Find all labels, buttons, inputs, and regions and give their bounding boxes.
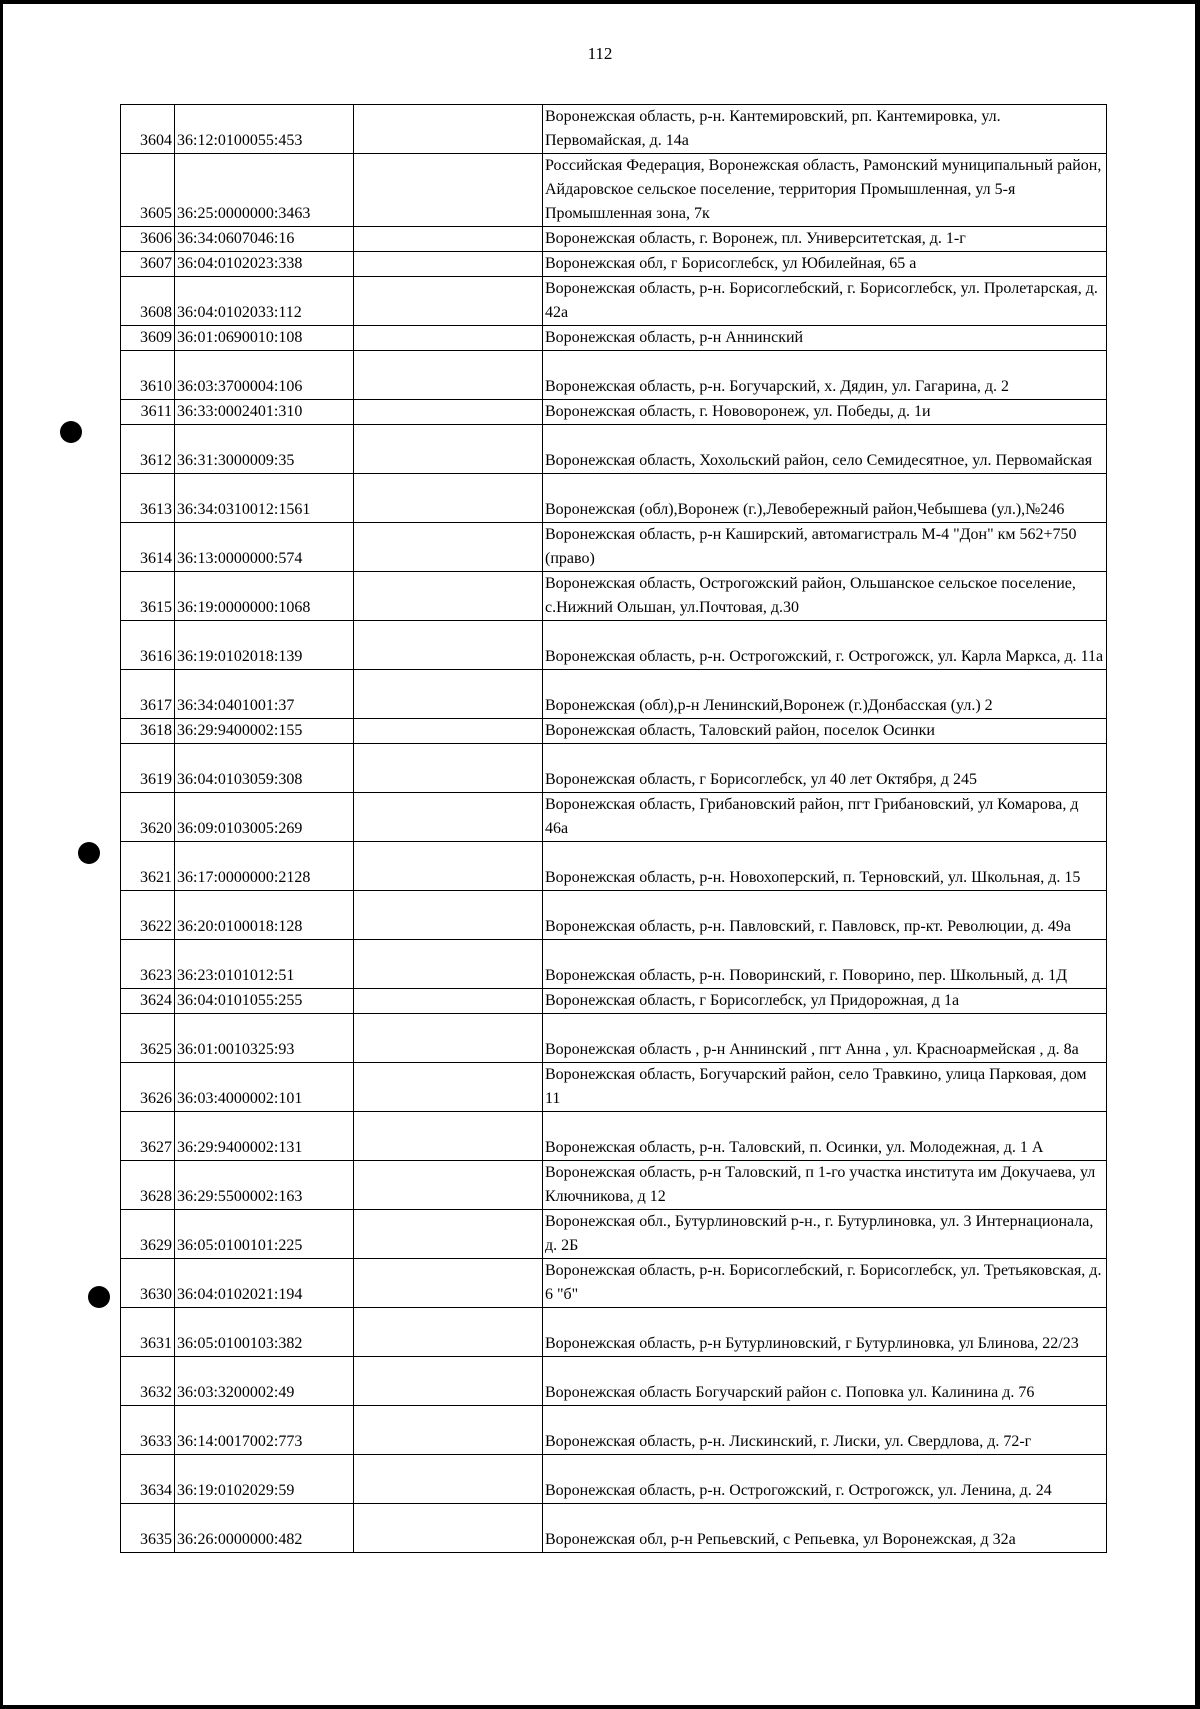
empty-cell <box>354 1308 543 1357</box>
empty-cell <box>354 793 543 842</box>
row-number-cell: 3608 <box>121 277 175 326</box>
table-row <box>121 744 1107 793</box>
empty-cell <box>354 744 543 793</box>
table-row <box>121 1259 1107 1308</box>
table-row <box>121 326 1107 351</box>
row-number-cell: 3627 <box>121 1112 175 1161</box>
cadastral-number-cell: 36:34:0310012:1561 <box>175 474 354 523</box>
empty-cell <box>354 1406 543 1455</box>
row-number-cell: 3622 <box>121 891 175 940</box>
table-row <box>121 277 1107 326</box>
address-cell: Воронежская область, Грибановский район, пгт Грибановский, ул Комарова, д 46а <box>543 793 1107 842</box>
address-cell: Воронежская область , р-н Аннинский , пгт Анна , ул. Красноармейская , д. 8а <box>543 1014 1107 1063</box>
empty-cell <box>354 474 543 523</box>
address-cell: Воронежская область, р-н. Борисоглебский, г. Борисоглебск, ул. Третьяковская, д. 6 "б" <box>543 1259 1107 1308</box>
address-cell: Воронежская область, Богучарский район, село Травкино, улица Парковая, дом 11 <box>543 1063 1107 1112</box>
empty-cell <box>354 572 543 621</box>
address-cell: Воронежская обл., Бутурлиновский р-н., г. Бутурлиновка, ул. 3 Интернационала, д. 2Б <box>543 1210 1107 1259</box>
table-row <box>121 572 1107 621</box>
table-row <box>121 989 1107 1014</box>
cadastral-number-cell: 36:04:0101055:255 <box>175 989 354 1014</box>
address-cell: Воронежская область, р-н. Таловский, п. Осинки, ул. Молодежная, д. 1 А <box>543 1112 1107 1161</box>
address-cell: Воронежская область, р-н. Поворинский, г. Поворино, пер. Школьный, д. 1Д <box>543 940 1107 989</box>
cadastral-number-cell: 36:14:0017002:773 <box>175 1406 354 1455</box>
row-number-cell: 3628 <box>121 1161 175 1210</box>
empty-cell <box>354 1504 543 1553</box>
table-row <box>121 621 1107 670</box>
registry-table <box>120 104 1107 1553</box>
row-number-cell: 3621 <box>121 842 175 891</box>
cadastral-number-cell: 36:04:0103059:308 <box>175 744 354 793</box>
address-cell: Воронежская область, Хохольский район, село Семидесятное, ул. Первомайская <box>543 425 1107 474</box>
address-cell: Воронежская область, р-н. Кантемировский, рп. Кантемировка, ул. Первомайская, д. 14а <box>543 105 1107 154</box>
cadastral-number-cell: 36:34:0401001:37 <box>175 670 354 719</box>
table-row <box>121 1406 1107 1455</box>
empty-cell <box>354 719 543 744</box>
cadastral-number-cell: 36:19:0102029:59 <box>175 1455 354 1504</box>
row-number-cell: 3632 <box>121 1357 175 1406</box>
cadastral-number-cell: 36:19:0000000:1068 <box>175 572 354 621</box>
empty-cell <box>354 842 543 891</box>
table-row <box>121 227 1107 252</box>
cadastral-number-cell: 36:05:0100101:225 <box>175 1210 354 1259</box>
punch-hole <box>78 842 100 864</box>
table-row <box>121 474 1107 523</box>
table-row <box>121 105 1107 154</box>
address-cell: Воронежская область, р-н Каширский, автомагистраль М-4 "Дон" км 562+750 (право) <box>543 523 1107 572</box>
row-number-cell: 3623 <box>121 940 175 989</box>
cadastral-number-cell: 36:19:0102018:139 <box>175 621 354 670</box>
row-number-cell: 3614 <box>121 523 175 572</box>
address-cell: Воронежская область Богучарский район с. Поповка ул. Калинина д. 76 <box>543 1357 1107 1406</box>
row-number-cell: 3634 <box>121 1455 175 1504</box>
table-row <box>121 425 1107 474</box>
address-cell: Воронежская область, р-н Бутурлиновский, г Бутурлиновка, ул Блинова, 22/23 <box>543 1308 1107 1357</box>
empty-cell <box>354 1014 543 1063</box>
address-cell: Российская Федерация, Воронежская область, Рамонский муниципальный район, Айдаровское сельское поселение, территория Промышленная, ул 5-я Промышленная зона, 7к <box>543 154 1107 227</box>
row-number-cell: 3633 <box>121 1406 175 1455</box>
row-number-cell: 3630 <box>121 1259 175 1308</box>
table-row <box>121 1504 1107 1553</box>
table-row <box>121 891 1107 940</box>
address-cell: Воронежская обл, г Борисоглебск, ул Юбилейная, 65 а <box>543 252 1107 277</box>
empty-cell <box>354 989 543 1014</box>
table-row <box>121 793 1107 842</box>
row-number-cell: 3620 <box>121 793 175 842</box>
cadastral-number-cell: 36:29:9400002:131 <box>175 1112 354 1161</box>
table-row <box>121 523 1107 572</box>
row-number-cell: 3629 <box>121 1210 175 1259</box>
row-number-cell: 3615 <box>121 572 175 621</box>
table-row <box>121 1014 1107 1063</box>
address-cell: Воронежская область, р-н. Павловский, г. Павловск, пр-кт. Революции, д. 49а <box>543 891 1107 940</box>
cadastral-number-cell: 36:34:0607046:16 <box>175 227 354 252</box>
address-cell: Воронежская область, Таловский район, поселок Осинки <box>543 719 1107 744</box>
row-number-cell: 3604 <box>121 105 175 154</box>
row-number-cell: 3606 <box>121 227 175 252</box>
cadastral-number-cell: 36:01:0690010:108 <box>175 326 354 351</box>
cadastral-number-cell: 36:04:0102033:112 <box>175 277 354 326</box>
cadastral-number-cell: 36:04:0102021:194 <box>175 1259 354 1308</box>
empty-cell <box>354 1112 543 1161</box>
address-cell: Воронежская область, г Борисоглебск, ул 40 лет Октября, д 245 <box>543 744 1107 793</box>
table-row <box>121 842 1107 891</box>
row-number-cell: 3617 <box>121 670 175 719</box>
table-row <box>121 1210 1107 1259</box>
table-row <box>121 1455 1107 1504</box>
row-number-cell: 3607 <box>121 252 175 277</box>
address-cell: Воронежская область, г. Нововоронеж, ул. Победы, д. 1и <box>543 400 1107 425</box>
empty-cell <box>354 891 543 940</box>
cadastral-number-cell: 36:03:4000002:101 <box>175 1063 354 1112</box>
row-number-cell: 3605 <box>121 154 175 227</box>
cadastral-number-cell: 36:17:0000000:2128 <box>175 842 354 891</box>
row-number-cell: 3609 <box>121 326 175 351</box>
row-number-cell: 3612 <box>121 425 175 474</box>
table-row <box>121 1063 1107 1112</box>
address-cell: Воронежская область, г Борисоглебск, ул Придорожная, д 1а <box>543 989 1107 1014</box>
table-row <box>121 351 1107 400</box>
address-cell: Воронежская область, р-н. Новохоперский, п. Терновский, ул. Школьная, д. 15 <box>543 842 1107 891</box>
row-number-cell: 3618 <box>121 719 175 744</box>
empty-cell <box>354 277 543 326</box>
empty-cell <box>354 1455 543 1504</box>
empty-cell <box>354 523 543 572</box>
table-row <box>121 1112 1107 1161</box>
empty-cell <box>354 105 543 154</box>
empty-cell <box>354 940 543 989</box>
address-cell: Воронежская область, р-н Аннинский <box>543 326 1107 351</box>
row-number-cell: 3626 <box>121 1063 175 1112</box>
empty-cell <box>354 326 543 351</box>
address-cell: Воронежская область, р-н. Острогожский, г. Острогожск, ул. Ленина, д. 24 <box>543 1455 1107 1504</box>
cadastral-number-cell: 36:01:0010325:93 <box>175 1014 354 1063</box>
empty-cell <box>354 1161 543 1210</box>
empty-cell <box>354 425 543 474</box>
cadastral-number-cell: 36:13:0000000:574 <box>175 523 354 572</box>
address-cell: Воронежская область, р-н. Борисоглебский, г. Борисоглебск, ул. Пролетарская, д. 42а <box>543 277 1107 326</box>
cadastral-number-cell: 36:03:3700004:106 <box>175 351 354 400</box>
cadastral-number-cell: 36:03:3200002:49 <box>175 1357 354 1406</box>
row-number-cell: 3631 <box>121 1308 175 1357</box>
cadastral-number-cell: 36:04:0102023:338 <box>175 252 354 277</box>
row-number-cell: 3625 <box>121 1014 175 1063</box>
cadastral-number-cell: 36:20:0100018:128 <box>175 891 354 940</box>
table-row <box>121 670 1107 719</box>
empty-cell <box>354 670 543 719</box>
punch-hole <box>88 1286 110 1308</box>
empty-cell <box>354 1210 543 1259</box>
page-number: 112 <box>587 44 613 63</box>
row-number-cell: 3616 <box>121 621 175 670</box>
address-cell: Воронежская область, р-н Таловский, п 1-го участка института им Докучаева, ул Ключникова, д 12 <box>543 1161 1107 1210</box>
cadastral-number-cell: 36:26:0000000:482 <box>175 1504 354 1553</box>
address-cell: Воронежская область, Острогожский район, Ольшанское сельское поселение, с.Нижний Ольшан, ул.Почтовая, д.30 <box>543 572 1107 621</box>
row-number-cell: 3611 <box>121 400 175 425</box>
address-cell: Воронежская область, г. Воронеж, пл. Университетская, д. 1-г <box>543 227 1107 252</box>
table-row <box>121 252 1107 277</box>
empty-cell <box>354 227 543 252</box>
empty-cell <box>354 1357 543 1406</box>
table-row <box>121 154 1107 227</box>
cadastral-number-cell: 36:25:0000000:3463 <box>175 154 354 227</box>
address-cell: Воронежская область, р-н. Лискинский, г. Лиски, ул. Свердлова, д. 72-г <box>543 1406 1107 1455</box>
address-cell: Воронежская обл, р-н Репьевский, с Репьевка, ул Воронежская, д 32а <box>543 1504 1107 1553</box>
empty-cell <box>354 252 543 277</box>
punch-hole <box>60 421 82 443</box>
address-cell: Воронежская область, р-н. Богучарский, х. Дядин, ул. Гагарина, д. 2 <box>543 351 1107 400</box>
cadastral-number-cell: 36:23:0101012:51 <box>175 940 354 989</box>
address-cell: Воронежская (обл),р-н Ленинский,Воронеж (г.)Донбасская (ул.) 2 <box>543 670 1107 719</box>
table-row <box>121 719 1107 744</box>
cadastral-number-cell: 36:12:0100055:453 <box>175 105 354 154</box>
table-row <box>121 1308 1107 1357</box>
table-row <box>121 940 1107 989</box>
table-row <box>121 400 1107 425</box>
row-number-cell: 3635 <box>121 1504 175 1553</box>
cadastral-number-cell: 36:05:0100103:382 <box>175 1308 354 1357</box>
empty-cell <box>354 154 543 227</box>
row-number-cell: 3613 <box>121 474 175 523</box>
table-row <box>121 1357 1107 1406</box>
cadastral-number-cell: 36:29:5500002:163 <box>175 1161 354 1210</box>
row-number-cell: 3619 <box>121 744 175 793</box>
cadastral-number-cell: 36:33:0002401:310 <box>175 400 354 425</box>
address-cell: Воронежская (обл),Воронеж (г.),Левобережный район,Чебышева (ул.),№246 <box>543 474 1107 523</box>
address-cell: Воронежская область, р-н. Острогожский, г. Острогожск, ул. Карла Маркса, д. 11а <box>543 621 1107 670</box>
cadastral-number-cell: 36:31:3000009:35 <box>175 425 354 474</box>
empty-cell <box>354 1063 543 1112</box>
empty-cell <box>354 1259 543 1308</box>
empty-cell <box>354 400 543 425</box>
empty-cell <box>354 621 543 670</box>
cadastral-number-cell: 36:29:9400002:155 <box>175 719 354 744</box>
table-row <box>121 1161 1107 1210</box>
row-number-cell: 3610 <box>121 351 175 400</box>
registry-table-body <box>121 105 1107 1553</box>
empty-cell <box>354 351 543 400</box>
row-number-cell: 3624 <box>121 989 175 1014</box>
cadastral-number-cell: 36:09:0103005:269 <box>175 793 354 842</box>
